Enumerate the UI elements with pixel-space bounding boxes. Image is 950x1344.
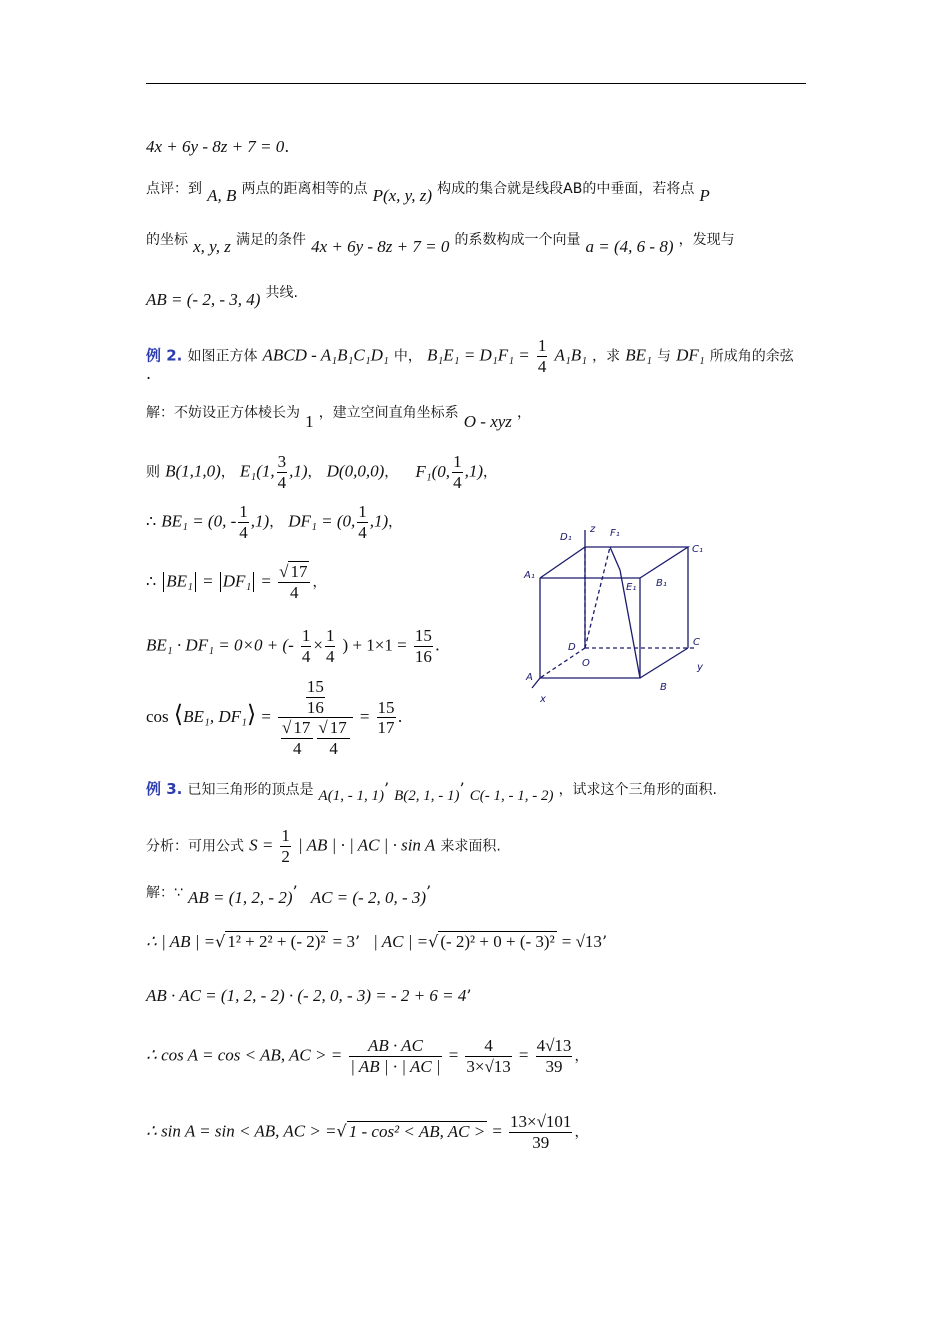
cube-edges xyxy=(532,530,695,688)
fraction: $\frac{1}{4}$ xyxy=(301,626,311,666)
label-f1: F₁ xyxy=(610,528,620,539)
fraction: $\frac{1}{2}$ xyxy=(281,826,290,866)
fraction: $\frac{1}{4}$ xyxy=(239,502,248,542)
example-2-statement: 例 2. 如图正方体 ABCD - A₁B₁C₁D₁ 中， B₁E₁ = D₁F₁ = $\frac{1}{4}$ A₁B₁ ，求 BE₁ 与 DF₁ 所成角的余弦 xyxy=(146,336,794,376)
fraction: $\frac{4√13}{39}$ xyxy=(536,1036,572,1076)
solution-2-vectors: ∴ BE₁ = (0, - $\frac{1}{4}$ ,1)， DF₁ = (0, $\frac{1}{4}$ ,1)， xyxy=(146,502,403,542)
solution-3-dot-product: AB · AC = (1, 2, - 2) · (- 2, 0, - 3) = - 2 + 6 = 4’ xyxy=(146,986,472,1005)
fraction: $\frac{4}{3\times√13}$ xyxy=(466,1036,511,1076)
hidden-edge-depth xyxy=(540,648,585,678)
cube-front-face xyxy=(540,578,640,678)
label-c: C xyxy=(693,637,700,648)
solution-3-cosine: ∴ cos A = cos < AB, AC > = $\frac{AB \cdot AC}{| AB | \cdot | AC |}$ = $\frac{4}{3\times√13}$ = $\frac{4√13}{39}$ ， xyxy=(146,1036,589,1076)
label-a: A xyxy=(526,672,533,683)
fraction: $\frac{13\times√101}{39}$ xyxy=(510,1112,572,1152)
cube-figure xyxy=(520,520,720,710)
solution-3-magnitudes: ∴ | AB | =√ 1² + 2² + (- 2)² = 3’ | AC | =√ (- 2)² + 0 + (- 3)² = √13’ xyxy=(146,932,608,951)
fraction: $\frac{3}{4}$ xyxy=(277,452,287,492)
label-d1: D₁ xyxy=(560,532,572,543)
label-o: O xyxy=(582,658,590,669)
comment-line-2: 的坐标 x, y, z 满足的条件 4x + 6y - 8z + 7 = 0 的系数构成一个向量 a = (4, 6 - 8) ，发现与 xyxy=(146,232,735,256)
segment-e1f1 xyxy=(610,547,620,570)
solution-3-vectors: 解：∵ AB = (1, 2, - 2)’ AC = (- 2, 0, - 3)’ xyxy=(146,882,432,907)
example-3-statement: 例 3. 已知三角形的顶点是 A(1, - 1, 1)’ B(2, 1, - 1)’ C(- 1, - 1, - 2) ，试求这个三角形的面积. xyxy=(146,779,718,804)
label-d: D xyxy=(568,642,576,653)
label-e1: E₁ xyxy=(626,582,637,593)
label-b: B xyxy=(660,682,667,693)
label-c1: C₁ xyxy=(692,544,703,555)
label-x: x xyxy=(540,694,546,705)
comment-line-1: 点评：到 A, B 两点的距离相等的点 P(x, y, z) 构成的集合就是线段AB的中垂面，若将点 P xyxy=(146,181,710,205)
solution-3-sine: ∴ sin A = sin < AB, AC > =√ 1 - cos² < AB, AC > = $\frac{13\times√101}{39}$ ， xyxy=(146,1112,589,1152)
cube-top-face xyxy=(540,547,688,578)
header-rule xyxy=(146,83,806,84)
solution-2-points: 则 B(1,1,0)， E₁(1, $\frac{3}{4}$ ,1)， D(0,0,0)， F₁(0, $\frac{1}{4}$ ,1)， xyxy=(146,452,497,492)
segment-df1 xyxy=(585,547,610,648)
equation-line: 4x + 6y - 8z + 7 = 0. xyxy=(146,137,290,156)
comment-line-3: AB = (- 2, - 3, 4) 共线. xyxy=(146,285,298,309)
solution-2-magnitudes: ∴ BE₁ = DF₁ = $\frac{√ 17}{4}$ ， xyxy=(146,562,327,602)
fraction: $\frac{1}{4}$ xyxy=(537,336,547,376)
label-a1: A₁ xyxy=(524,570,535,581)
solution-2-dot-product: BE₁ · DF₁ = 0×0 + (- $\frac{1}{4}$ × $\frac{1}{4}$ ) + 1×1 = $\frac{15}{16}$ . xyxy=(146,626,440,666)
fraction: $\frac{15}{16}$ xyxy=(414,626,432,666)
solution-2-setup: 解：不妨设正方体棱长为 1 ，建立空间直角坐标系 O - xyz ， xyxy=(146,405,532,431)
label-z: z xyxy=(590,524,596,535)
x-axis-line xyxy=(532,678,540,688)
label-b1: B₁ xyxy=(656,578,667,589)
analysis-3: 分析：可用公式 S = $\frac{1}{2}$ | AB | · | AC | · sin A 来求面积. xyxy=(146,826,501,866)
cube-bottom-edge xyxy=(640,648,688,678)
fraction: $\frac{1}{4}$ xyxy=(325,626,335,666)
example-2-dot: . xyxy=(146,364,152,383)
fraction: $\frac{15}{16}$ $\frac{√ 17}{4}$ $\frac{√ 17}{4}$ xyxy=(278,677,353,758)
fraction: $\frac{15}{17}$ xyxy=(377,697,395,738)
fraction: $\frac{1}{4}$ xyxy=(453,452,462,492)
solution-2-cosine: cos ⟨BE₁, DF₁⟩ = $\frac{15}{16}$ $\frac{√ 17}{4}$ $\frac{√ 17}{4}$ = $\frac{15}{17}$ . xyxy=(146,677,403,758)
fraction: $\frac{√ 17}{4}$ xyxy=(278,562,310,602)
label-y: y xyxy=(697,662,703,673)
fraction: $\frac{AB \cdot AC}{| AB | \cdot | AC |}$ xyxy=(350,1036,441,1076)
fraction: $\frac{1}{4}$ xyxy=(358,502,367,542)
